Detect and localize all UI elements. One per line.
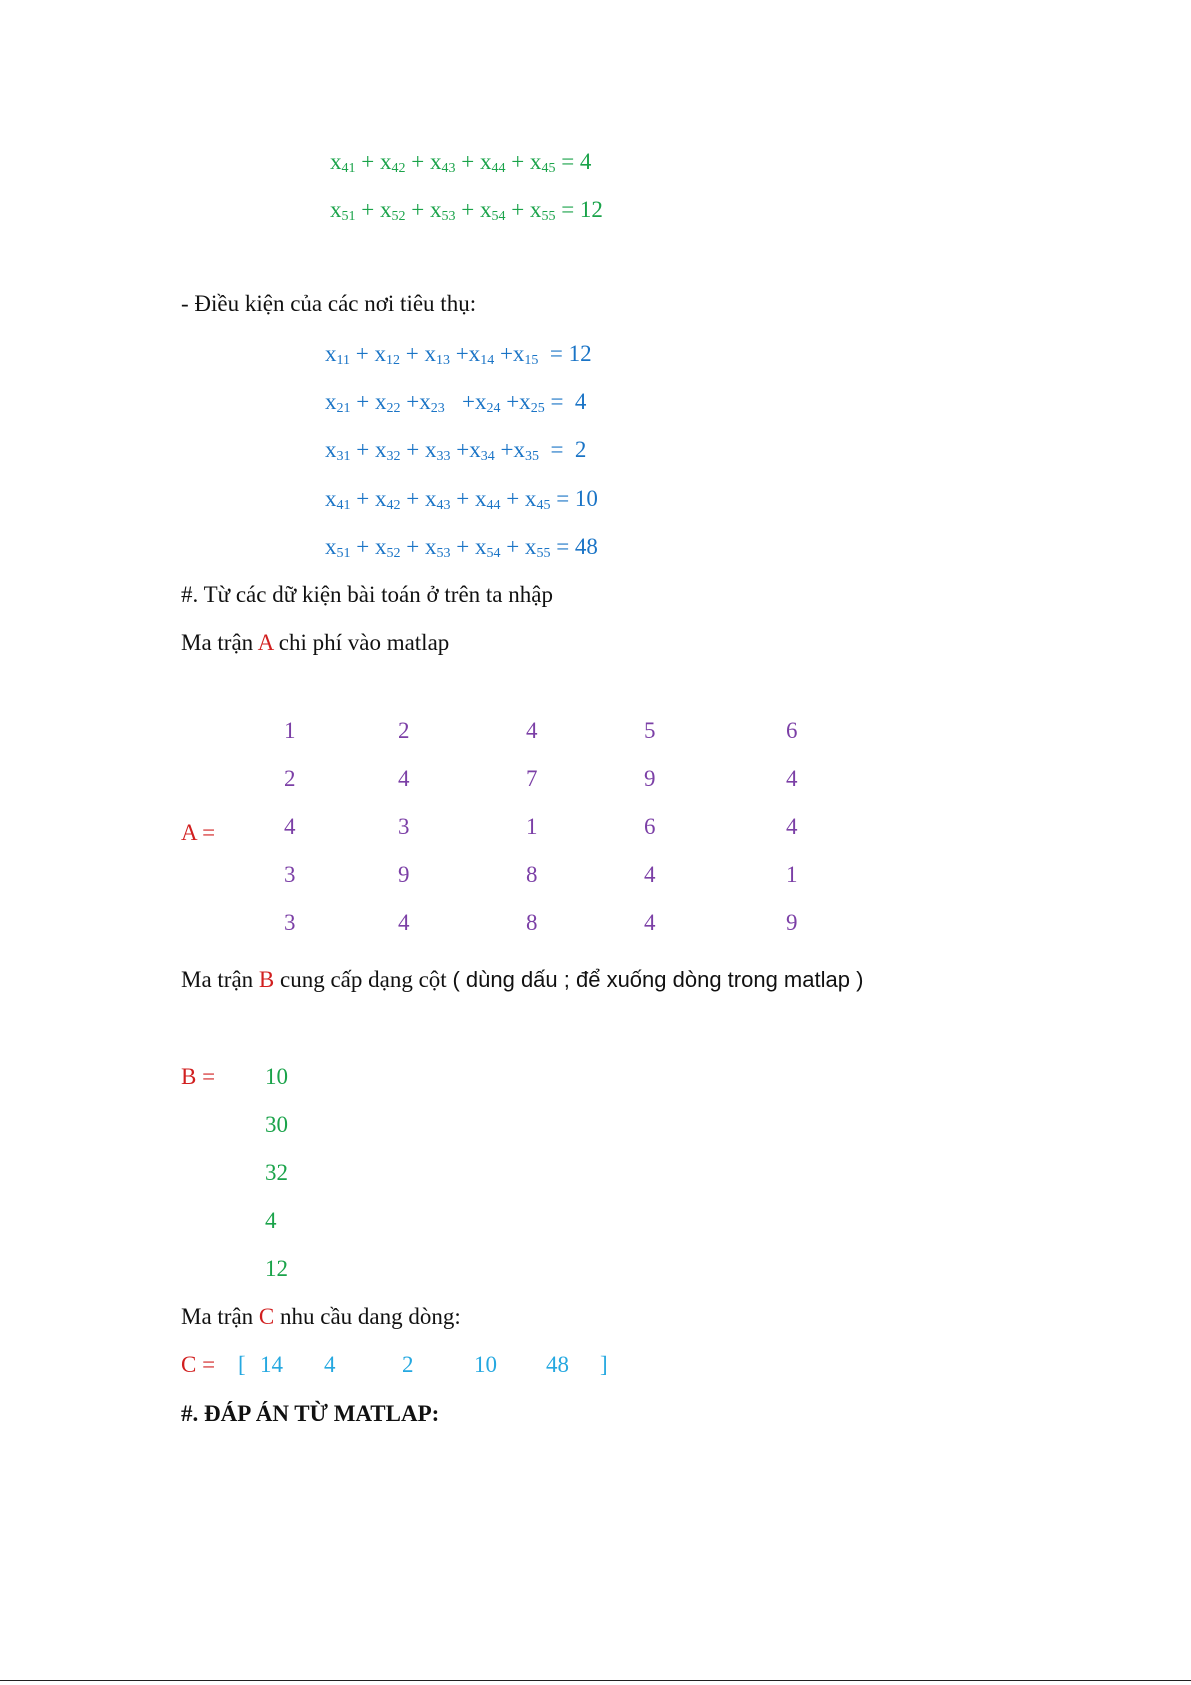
demand-equation-2: $x_{21} + x_{22} +x_{23} +x_{24} +x_{25} = 4$ [325, 389, 587, 416]
matrix-a-cell: 3 [284, 910, 296, 935]
matrix-a-cell: 8 [526, 862, 538, 887]
matrix-a-caption-var: A [257, 630, 273, 655]
matrix-c-caption-suffix: nhu cầu dang dòng: [274, 1304, 461, 1329]
matrix-a-caption-suffix: chi phí vào matlap [273, 630, 450, 655]
supply-eq-4-body: $x_{41} + x_{42} + x_{43} + x_{44} + x_{45} = 4$ [330, 149, 592, 176]
matrix-b-caption-prefix: Ma trận [181, 967, 259, 992]
matrix-c-close-bracket: ] [600, 1352, 608, 1377]
matrix-b-value: 10 [265, 1064, 288, 1089]
matrix-a-cell: 7 [526, 766, 538, 791]
supply-equation-5 [330, 195, 603, 225]
matrix-a-label: A = [181, 820, 216, 845]
matrix-a-cell: 9 [644, 766, 656, 791]
matrix-a-cell: 6 [644, 814, 656, 839]
matrix-a-cell: 4 [526, 718, 538, 743]
matrix-b-caption [181, 965, 863, 995]
matrix-c-caption-prefix: Ma trận [181, 1304, 259, 1329]
matrix-a-cell: 2 [284, 766, 296, 791]
matrix-a-cell: 4 [644, 910, 656, 935]
matrix-a-cell: 4 [284, 814, 296, 839]
matrix-a-cell: 4 [786, 766, 798, 791]
matrix-a-cell: 8 [526, 910, 538, 935]
supply-equation-4 [330, 147, 591, 177]
demand-heading: - Điều kiện của các nơi tiêu thụ: [181, 291, 477, 316]
matrix-c-value: 2 [402, 1352, 414, 1377]
matrix-b-label: B = [181, 1064, 216, 1089]
demand-equation-1: $x_{11} + x_{12} + x_{13} +x_{14} +x_{15} = 12$ [325, 341, 592, 368]
matrix-b-value: 12 [265, 1256, 288, 1281]
matrix-a-cell: 9 [786, 910, 798, 935]
matrix-c-value: 14 [260, 1352, 283, 1377]
matrix-c-value: 4 [324, 1352, 336, 1377]
matrix-a-cell: 6 [786, 718, 798, 743]
matrix-a-cell: 4 [398, 910, 410, 935]
matrix-b-caption-var: B [258, 967, 275, 992]
matrix-a-cell: 4 [644, 862, 656, 887]
matrix-a-cell: 9 [398, 862, 410, 887]
matrix-b-caption-note: ( dùng dấu ; để xuống dòng trong matlap ) [452, 967, 864, 992]
supply-eq-5-body: $x_{51} + x_{52} + x_{53} + x_{54} + x_{55} = 12$ [330, 197, 603, 224]
matrix-b-value: 30 [265, 1112, 288, 1137]
footer-rule [0, 1680, 1191, 1681]
matrix-a-cell: 2 [398, 718, 410, 743]
matrix-a-cell: 1 [526, 814, 538, 839]
intro-line: #. Từ các dữ kiện bài toán ở trên ta nhập [181, 582, 553, 607]
matrix-a-cell: 3 [284, 862, 296, 887]
matrix-c-value: 10 [474, 1352, 497, 1377]
demand-equation-5: $x_{51} + x_{52} + x_{53} + x_{54} + x_{55} = 48$ [325, 534, 598, 561]
matrix-a-cell: 3 [398, 814, 410, 839]
matrix-a-caption-prefix: Ma trận [181, 630, 258, 655]
matrix-a-cell: 1 [284, 718, 296, 743]
matrix-a-cell: 5 [644, 718, 656, 743]
demand-equation-3: $x_{31} + x_{32} + x_{33} +x_{34} +x_{35} = 2$ [325, 437, 587, 464]
matrix-b-value: 4 [265, 1208, 277, 1233]
matrix-c-caption [181, 1302, 461, 1332]
matrix-c-open-bracket: [ [238, 1352, 246, 1377]
demand-equation-4: $x_{41} + x_{42} + x_{43} + x_{44} + x_{45} = 10$ [325, 486, 598, 513]
matrix-a-cell: 4 [398, 766, 410, 791]
matrix-a-caption [181, 628, 449, 658]
matrix-c-caption-var: C [258, 1304, 275, 1329]
matrix-b-value: 32 [265, 1160, 288, 1185]
matrix-a-cell: 1 [786, 862, 798, 887]
answer-heading: #. ĐÁP ÁN TỪ MATLAP: [181, 1401, 440, 1426]
matrix-c-value: 48 [546, 1352, 569, 1377]
matrix-b-caption-mid: cung cấp dạng cột [274, 967, 453, 992]
matrix-a-cell: 4 [786, 814, 798, 839]
matrix-c-label: C = [181, 1352, 216, 1377]
